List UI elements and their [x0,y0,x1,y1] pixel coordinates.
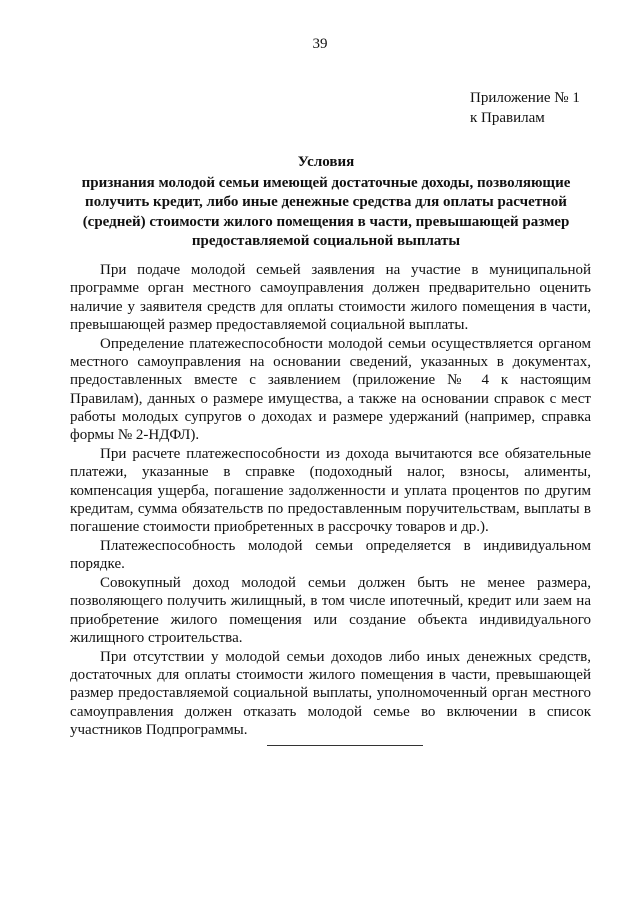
title-subtitle: признания молодой семьи имеющей достаточные доходы, позволяющие получить кредит, либо иные денежные средства для оплаты расчетной (средней) стоимости жилого помещения в части, превышающей размер предоставляемой социальной выплаты [81,174,571,249]
paragraph-4: Платежеспособность молодой семьи определяется в индивидуальном порядке. [70,537,591,573]
paragraph-2: Определение платежеспособности молодой семьи осуществляется органом местного самоуправления на основании сведений, указанных в документах, предоставленных вместе с заявлением (приложение № 4 к настоящим Правилам), данных о размере имущества, а также на основании справок с мест работы молодых супругов о доходах и размере удержаний (например, справка формы № 2-НДФЛ). [70,335,591,444]
paragraph-5: Совокупный доход молодой семьи должен быть не менее размера, позволяющего получить жилищный, в том числе ипотечный, кредит или заем на приобретение жилого помещения или создание объекта индивидуального жилищного строительства. [70,575,591,646]
paragraph-3: При расчете платежеспособности из дохода вычитаются все обязательные платежи, указанные в справке (подоходный налог, взносы, алименты, компенсация ущерба, погашение задолженности и уплата процентов по другим кредитам, сумма обязательств по предоставленным поручительствам, выплаты в погашение стоимости приобретенных в рассрочку товаров и др.). [70,445,591,536]
paragraph-6: При отсутствии у молодой семьи доходов либо иных денежных средств, достаточных для оплаты стоимости жилого помещения в части, превышающей размер предоставляемой социальной выплаты, уполномоченный орган местного самоуправления должен отказать молодой семье во включении в список участников Подпрограммы. [70,648,591,738]
paragraph-1: При подаче молодой семьей заявления на участие в муниципальной программе орган местного самоуправления должен предварительно оценить наличие у заявителя средств для оплаты стоимости жилого помещения в части, превышающей размер предоставляемой социальной выплаты. [70,262,591,333]
appendix-reference [470,88,580,128]
document-title [70,153,582,252]
title-main: Условия [297,154,355,170]
document-body [70,261,591,740]
page-number: 39 [312,36,328,52]
closing-divider [267,745,423,746]
appendix-line-1: Приложение № 1 [470,90,580,106]
appendix-line-2: к Правилам [470,110,545,126]
